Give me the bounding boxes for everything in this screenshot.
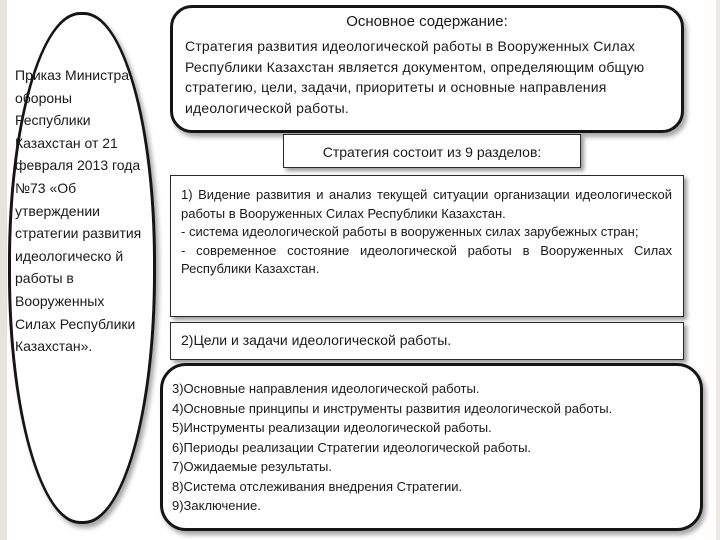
list-item: 6)Периоды реализации Стратегии идеологической работы. xyxy=(172,439,532,455)
left-decor-stripe xyxy=(0,0,7,540)
section-1-line: 1) Видение развития и анализ текущей ситуации организации идеологической работы в Вооруженных Силах Республики Казахстан. xyxy=(181,187,672,221)
main-content-title: Основное содержание: xyxy=(346,13,508,30)
list-item: 5)Инструменты реализации идеологической работы. xyxy=(172,420,492,435)
main-content-body: Стратегия развития идеологической работы в Вооруженных Силах Республики Казахстан является документом, определяющим общую стратегию, цели, задачи, приоритеты и основные направления идеологической работы. xyxy=(185,38,645,116)
section-1 xyxy=(181,186,672,279)
section-2: 2)Цели и задачи идеологической работы. xyxy=(181,332,452,348)
section-1-line: - система идеологической работы в вооруженных силах зарубежных стран; xyxy=(181,224,639,240)
section-1-line: - современное состояние идеологической работы в Вооруженных Силах Республики Казахстан. xyxy=(181,242,672,277)
list-item: 4)Основные принципы и инструменты развития идеологической работы. xyxy=(172,400,613,416)
list-item: 9)Заключение. xyxy=(172,498,261,513)
sections-list xyxy=(172,379,698,516)
order-text: Приказ Министра обороны Республики Казахстан от 21 февраля 2013 года №73 «Об утверждении стратегии развития идеологическо й работы в Вооруженных Силах Республики Казахстан». xyxy=(15,67,142,355)
right-decor-stripe xyxy=(716,0,720,540)
list-item: 7)Ожидаемые результаты. xyxy=(172,459,333,474)
list-item: 8)Система отслеживания внедрения Стратегии. xyxy=(172,478,463,494)
list-item: 3)Основные направления идеологической работы. xyxy=(172,381,480,396)
sections-header: Стратегия состоит из 9 разделов: xyxy=(322,144,542,160)
